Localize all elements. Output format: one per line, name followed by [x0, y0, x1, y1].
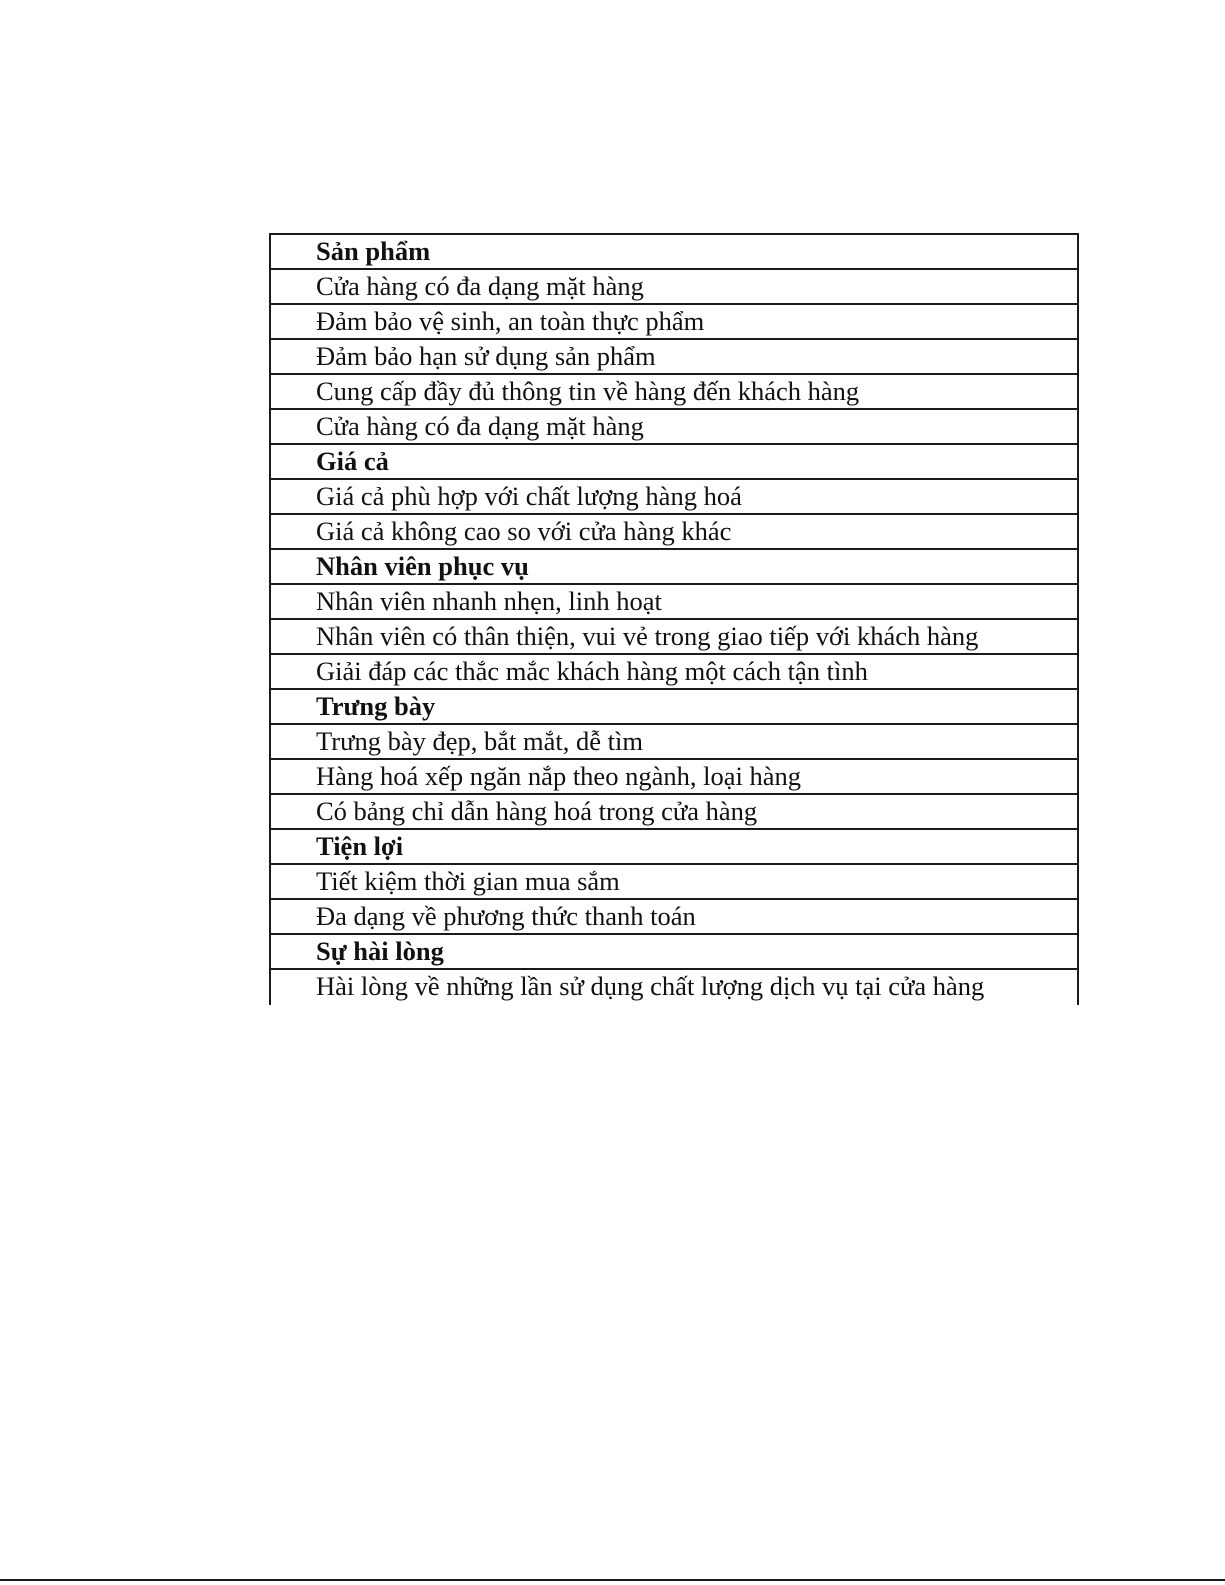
- table-row: [271, 269, 1077, 304]
- table-cell: Nhân viên nhanh nhẹn, linh hoạt: [271, 584, 1077, 619]
- table-cell: Nhân viên phục vụ: [271, 549, 1077, 584]
- table-row: [271, 864, 1077, 899]
- table-cell: Trưng bày đẹp, bắt mắt, dễ tìm: [271, 724, 1077, 759]
- table-cell: Sản phẩm: [271, 235, 1077, 269]
- table-row: [271, 934, 1077, 969]
- table-row: [271, 479, 1077, 514]
- table-row: [271, 759, 1077, 794]
- table-row: [271, 444, 1077, 479]
- page-bottom-rule: [0, 1579, 1225, 1581]
- survey-criteria-table: [271, 235, 1077, 1003]
- table-cell: Hài lòng về những lần sử dụng chất lượng dịch vụ tại cửa hàng: [316, 971, 985, 1001]
- table-row: [271, 969, 1077, 1003]
- table-row: [271, 829, 1077, 864]
- table-row: [271, 374, 1077, 409]
- table-row: [271, 724, 1077, 759]
- table-cell: Đa dạng về phương thức thanh toán: [271, 899, 1077, 934]
- table-cell: Giải đáp các thắc mắc khách hàng một cách tận tình: [271, 654, 1077, 689]
- table-row: [271, 794, 1077, 829]
- table-cell: Cửa hàng có đa dạng mặt hàng: [271, 409, 1077, 444]
- survey-table: [269, 233, 1079, 1005]
- table-cell: Cung cấp đầy đủ thông tin về hàng đến khách hàng: [271, 374, 1077, 409]
- table-cell: Có bảng chỉ dẫn hàng hoá trong cửa hàng: [271, 794, 1077, 829]
- table-row: [271, 619, 1077, 654]
- table-cell: Cửa hàng có đa dạng mặt hàng: [271, 269, 1077, 304]
- table-cell: Sự hài lòng: [271, 934, 1077, 969]
- table-row: [271, 549, 1077, 584]
- table-cell: Đảm bảo hạn sử dụng sản phẩm: [271, 339, 1077, 374]
- table-row: [271, 654, 1077, 689]
- table-row: [271, 514, 1077, 549]
- table-row: [271, 304, 1077, 339]
- table-row: [271, 235, 1077, 269]
- table-cell: Giá cả phù hợp với chất lượng hàng hoá: [271, 479, 1077, 514]
- table-row: [271, 689, 1077, 724]
- table-cell: Giá cả: [271, 444, 1077, 479]
- table-row: [271, 899, 1077, 934]
- table-cell: Trưng bày: [271, 689, 1077, 724]
- table-cell: Hàng hoá xếp ngăn nắp theo ngành, loại hàng: [271, 759, 1077, 794]
- table-cell: Tiện lợi: [271, 829, 1077, 864]
- table-cell: Tiết kiệm thời gian mua sắm: [271, 864, 1077, 899]
- table-cell: Nhân viên có thân thiện, vui vẻ trong giao tiếp với khách hàng: [271, 619, 1077, 654]
- table-row: [271, 339, 1077, 374]
- table-cell: Giá cả không cao so với cửa hàng khác: [271, 514, 1077, 549]
- table-cell: Đảm bảo vệ sinh, an toàn thực phẩm: [271, 304, 1077, 339]
- table-row: [271, 584, 1077, 619]
- table-row: [271, 409, 1077, 444]
